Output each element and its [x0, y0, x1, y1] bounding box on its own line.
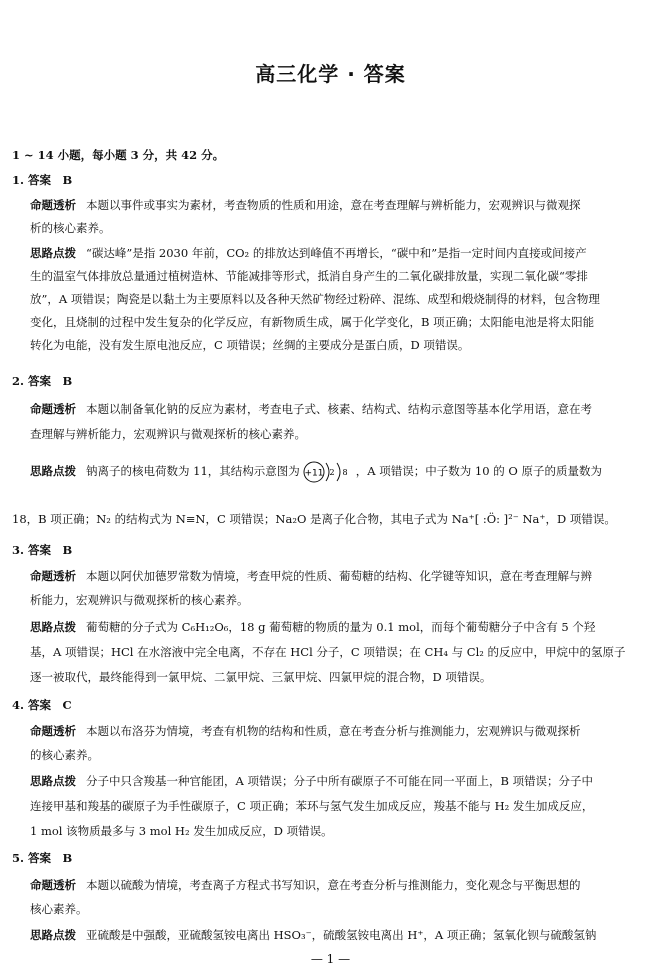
q2-mingti-line [30, 402, 592, 417]
q3-silu-label: 思路点拨 [30, 620, 76, 634]
q2-mingti-label: 命题透析 [30, 402, 76, 416]
q1-mingti-line2: 析的核心素养。 [30, 221, 111, 235]
q3-answer: 3. 答案 B [12, 543, 73, 557]
q1-silu-line4: 变化，且烧制的过程中发生复杂的化学反应，有新物质生成，属于化学变化，B 项正确；太阳能电池是将太阳能 [30, 315, 595, 329]
q4-mingti-text: 本题以布洛芬为情境，考查有机物的结构和性质，意在考查分析与推测能力，宏观辨识与微观探析 [86, 724, 581, 738]
q4-silu-line2: 连接甲基和羧基的碳原子为手性碳原子，C 项正确；苯环与氢气发生加成反应，羧基不能与 H₂ 发生加成反应， [30, 799, 594, 813]
electron-shell-arc-2 [337, 463, 340, 481]
q2-silu-label: 思路点拨 [30, 464, 76, 478]
q4-mingti-label: 命题透析 [30, 724, 76, 738]
sodium-ion-structure-diagram [302, 460, 354, 484]
q2-silu-text-a: 钠离子的核电荷数为 11，其结构示意图为 [86, 464, 300, 478]
q4-answer: 4. 答案 C [12, 698, 72, 712]
q1-mingti-label: 命题透析 [30, 198, 76, 212]
section-intro: 1 ~ 14 小题，每小题 3 分，共 42 分。 [12, 148, 225, 162]
q1-mingti-line [30, 198, 581, 213]
q5-mingti-line [30, 878, 581, 893]
q1-silu-line2: 生的温室气体排放总量通过植树造林、节能减排等形式，抵消自身产生的二氧化碳排放量，实现二氧化碳“零排 [30, 269, 588, 283]
q5-mingti-text: 本题以硫酸为情境，考查离子方程式书写知识，意在考查分析与推测能力，变化观念与平衡思想的 [86, 878, 581, 892]
q3-mingti-line2: 析能力，宏观辨识与微观探析的核心素养。 [30, 593, 249, 607]
q3-mingti-label: 命题透析 [30, 569, 76, 583]
q1-silu-text: “碳达峰”是指 2030 年前，CO₂ 的排放达到峰值不再增长，“碳中和”是指一定时间内直接或间接产 [86, 246, 587, 260]
q1-mingti-text: 本题以事件或事实为素材，考查物质的性质和用途，意在考查理解与辨析能力，宏观辨识与微观探 [86, 198, 581, 212]
q5-silu-label: 思路点拨 [30, 928, 76, 942]
nucleus-charge: +11 [304, 468, 324, 479]
q4-silu-line [30, 774, 593, 789]
q5-silu-line [30, 928, 596, 943]
page-title: 高三化学 · 答案 [255, 62, 406, 86]
q4-silu-label: 思路点拨 [30, 774, 76, 788]
q1-silu-label: 思路点拨 [30, 246, 76, 260]
q1-answer: 1. 答案 B [12, 173, 73, 187]
q1-silu-line5: 转化为电能，没有发生原电池反应，C 项错误；丝绸的主要成分是蛋白质，D 项错误。 [30, 338, 470, 352]
q3-silu-line [30, 620, 595, 635]
q2-silu-text-b: ，A 项错误；中子数为 10 的 O 原子的质量数为 [355, 464, 602, 478]
q3-mingti-text: 本题以阿伏加德罗常数为情境，考查甲烷的性质、葡萄糖的结构、化学键等知识，意在考查理解与辨 [86, 569, 592, 583]
q5-mingti-line2: 核心素养。 [30, 902, 88, 916]
q4-silu-text: 分子中只含羧基一种官能团，A 项错误；分子中所有碳原子不可能在同一平面上，B 项错误；分子中 [86, 774, 594, 788]
q3-silu-text: 葡萄糖的分子式为 C₆H₁₂O₆，18 g 葡萄糖的物质的量为 0.1 mol，而每个葡萄糖分子中含有 5 个羟 [86, 620, 596, 634]
q3-mingti-line [30, 569, 592, 584]
shell-2-count: 8 [342, 468, 348, 477]
q2-silu-line2: 18，B 项正确；N₂ 的结构式为 N≡N，C 项错误；Na₂O 是离子化合物，其电子式为 Na⁺[ :Ö: ]²⁻ Na⁺，D 项错误。 [12, 512, 616, 526]
shell-1-count: 2 [329, 468, 335, 477]
q2-silu-line [30, 460, 602, 484]
q5-silu-text: 亚硫酸是中强酸，亚硫酸氢铵电离出 HSO₃⁻，硫酸氢铵电离出 H⁺，A 项正确；氢氧化钡与硫酸氢钠 [86, 928, 597, 942]
q1-silu-line3: 放”，A 项错误；陶瓷是以黏土为主要原料以及各种天然矿物经过粉碎、混练、成型和煅烧制得的材料，包含物理 [30, 292, 600, 306]
q4-mingti-line [30, 724, 581, 739]
q1-silu-line [30, 246, 587, 261]
q5-mingti-label: 命题透析 [30, 878, 76, 892]
q4-silu-line3: 1 mol 该物质最多与 3 mol H₂ 发生加成反应，D 项错误。 [30, 824, 333, 838]
q2-mingti-line2: 查理解与辨析能力，宏观辨识与微观探析的核心素养。 [30, 427, 306, 441]
q3-silu-line3: 逐一被取代，最终能得到一氯甲烷、二氯甲烷、三氯甲烷、四氯甲烷的混合物，D 项错误。 [30, 670, 492, 684]
q2-answer: 2. 答案 B [12, 374, 73, 388]
q3-silu-line2: 基，A 项错误；HCl 在水溶液中完全电离，不存在 HCl 分子，C 项错误；在 CH₄ 与 Cl₂ 的反应中，甲烷中的氢原子 [30, 645, 626, 659]
q4-mingti-line2: 的核心素养。 [30, 748, 99, 762]
q2-mingti-text: 本题以制备氧化钠的反应为素材，考查电子式、核素、结构式、结构示意图等基本化学用语，意在考 [86, 402, 592, 416]
q5-answer: 5. 答案 B [12, 851, 73, 865]
page-number: — 1 — [310, 952, 351, 966]
